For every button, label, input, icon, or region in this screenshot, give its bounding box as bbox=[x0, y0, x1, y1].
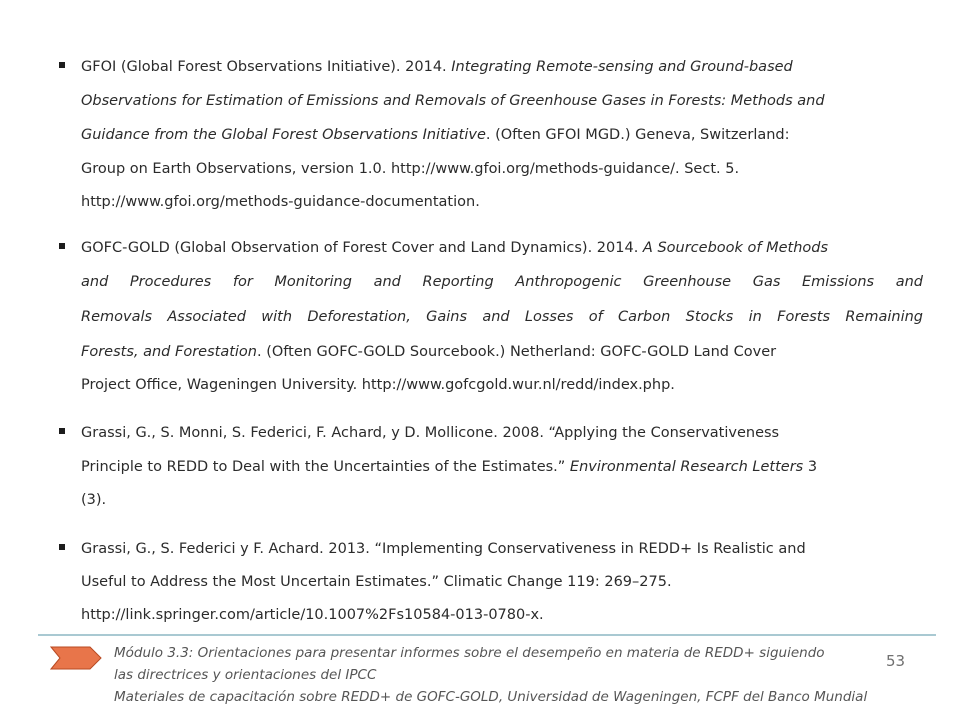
reference-line bbox=[81, 273, 923, 291]
reference-line bbox=[81, 540, 806, 558]
text-segment: Grassi, G., S. Monni, S. Federici, F. Achard, y D. Mollicone. 2008. “Applying the Conservativeness bbox=[81, 425, 780, 441]
footer-text bbox=[114, 642, 894, 708]
footer-credits: Materiales de capacitación sobre REDD+ de GOFC-GOLD, Universidad de Wageningen, FCPF del Banco Mundial bbox=[114, 689, 868, 705]
reference-line bbox=[81, 160, 739, 178]
reference-line bbox=[81, 343, 776, 361]
text-segment: (3). bbox=[81, 492, 107, 508]
orange-arrow-icon bbox=[50, 645, 102, 671]
reference-line bbox=[81, 58, 793, 76]
italic-text-segment: Guidance from the Global Forest Observations Initiative bbox=[81, 127, 486, 143]
text-segment: Project Office, Wageningen University. http://www.gofcgold.wur.nl/redd/index.php. bbox=[81, 377, 675, 393]
reference-line bbox=[81, 606, 544, 624]
reference-line bbox=[81, 424, 779, 442]
reference-line bbox=[81, 573, 672, 591]
square-bullet-icon bbox=[59, 428, 65, 434]
text-segment: http://link.springer.com/article/10.1007%2Fs10584-013-0780-x. bbox=[81, 607, 544, 623]
square-bullet-icon bbox=[59, 62, 65, 68]
square-bullet-icon bbox=[59, 544, 65, 550]
italic-text-segment: Environmental Research Letters bbox=[569, 459, 804, 475]
text-segment: GFOI (Global Forest Observations Initiative). 2014. bbox=[81, 59, 452, 75]
footer-divider bbox=[38, 634, 936, 636]
italic-text-segment: and Procedures for Monitoring and Reporting Anthropogenic Greenhouse Gas Emissions and bbox=[81, 274, 923, 290]
arrow-shape bbox=[51, 647, 101, 669]
footer-module-subtitle: las directrices y orientaciones del IPCC bbox=[114, 667, 377, 683]
italic-text-segment: A Sourcebook of Methods bbox=[642, 240, 829, 256]
text-segment: Useful to Address the Most Uncertain Estimates.” Climatic Change 119: 269–275. bbox=[81, 574, 672, 590]
text-segment: . (Often GOFC-GOLD Sourcebook.) Netherland: GOFC-GOLD Land Cover bbox=[257, 344, 777, 360]
reference-line bbox=[81, 458, 817, 476]
text-segment: Group on Earth Observations, version 1.0. http://www.gfoi.org/methods-guidance/. Sect. 5. bbox=[81, 161, 740, 177]
reference-line bbox=[81, 491, 106, 509]
italic-text-segment: Integrating Remote-sensing and Ground-based bbox=[451, 59, 793, 75]
reference-line bbox=[81, 193, 480, 211]
text-segment: Grassi, G., S. Federici y F. Achard. 2013. “Implementing Conservativeness in REDD+ Is Realistic and bbox=[81, 541, 806, 557]
text-segment: http://www.gfoi.org/methods-guidance-documentation. bbox=[81, 194, 480, 210]
italic-text-segment: Forests, and Forestation bbox=[81, 344, 257, 360]
reference-line bbox=[81, 239, 828, 257]
reference-line bbox=[81, 92, 825, 110]
text-segment: GOFC-GOLD (Global Observation of Forest Cover and Land Dynamics). 2014. bbox=[81, 240, 643, 256]
square-bullet-icon bbox=[59, 243, 65, 249]
text-segment: Principle to REDD to Deal with the Uncertainties of the Estimates.” bbox=[81, 459, 570, 475]
reference-line bbox=[81, 308, 923, 326]
reference-line bbox=[81, 376, 675, 394]
italic-text-segment: Removals Associated with Deforestation, Gains and Losses of Carbon Stocks in Forests Remaining bbox=[81, 309, 923, 325]
italic-text-segment: Observations for Estimation of Emissions and Removals of Greenhouse Gases in Forests: Methods and bbox=[81, 93, 825, 109]
text-segment: . (Often GFOI MGD.) Geneva, Switzerland: bbox=[485, 127, 790, 143]
footer-module-title: Módulo 3.3: Orientaciones para presentar informes sobre el desempeño en materia de REDD+ siguiendo bbox=[114, 645, 825, 661]
reference-line bbox=[81, 126, 790, 144]
text-segment: 3 bbox=[803, 459, 818, 475]
page-number: 53 bbox=[886, 652, 906, 670]
